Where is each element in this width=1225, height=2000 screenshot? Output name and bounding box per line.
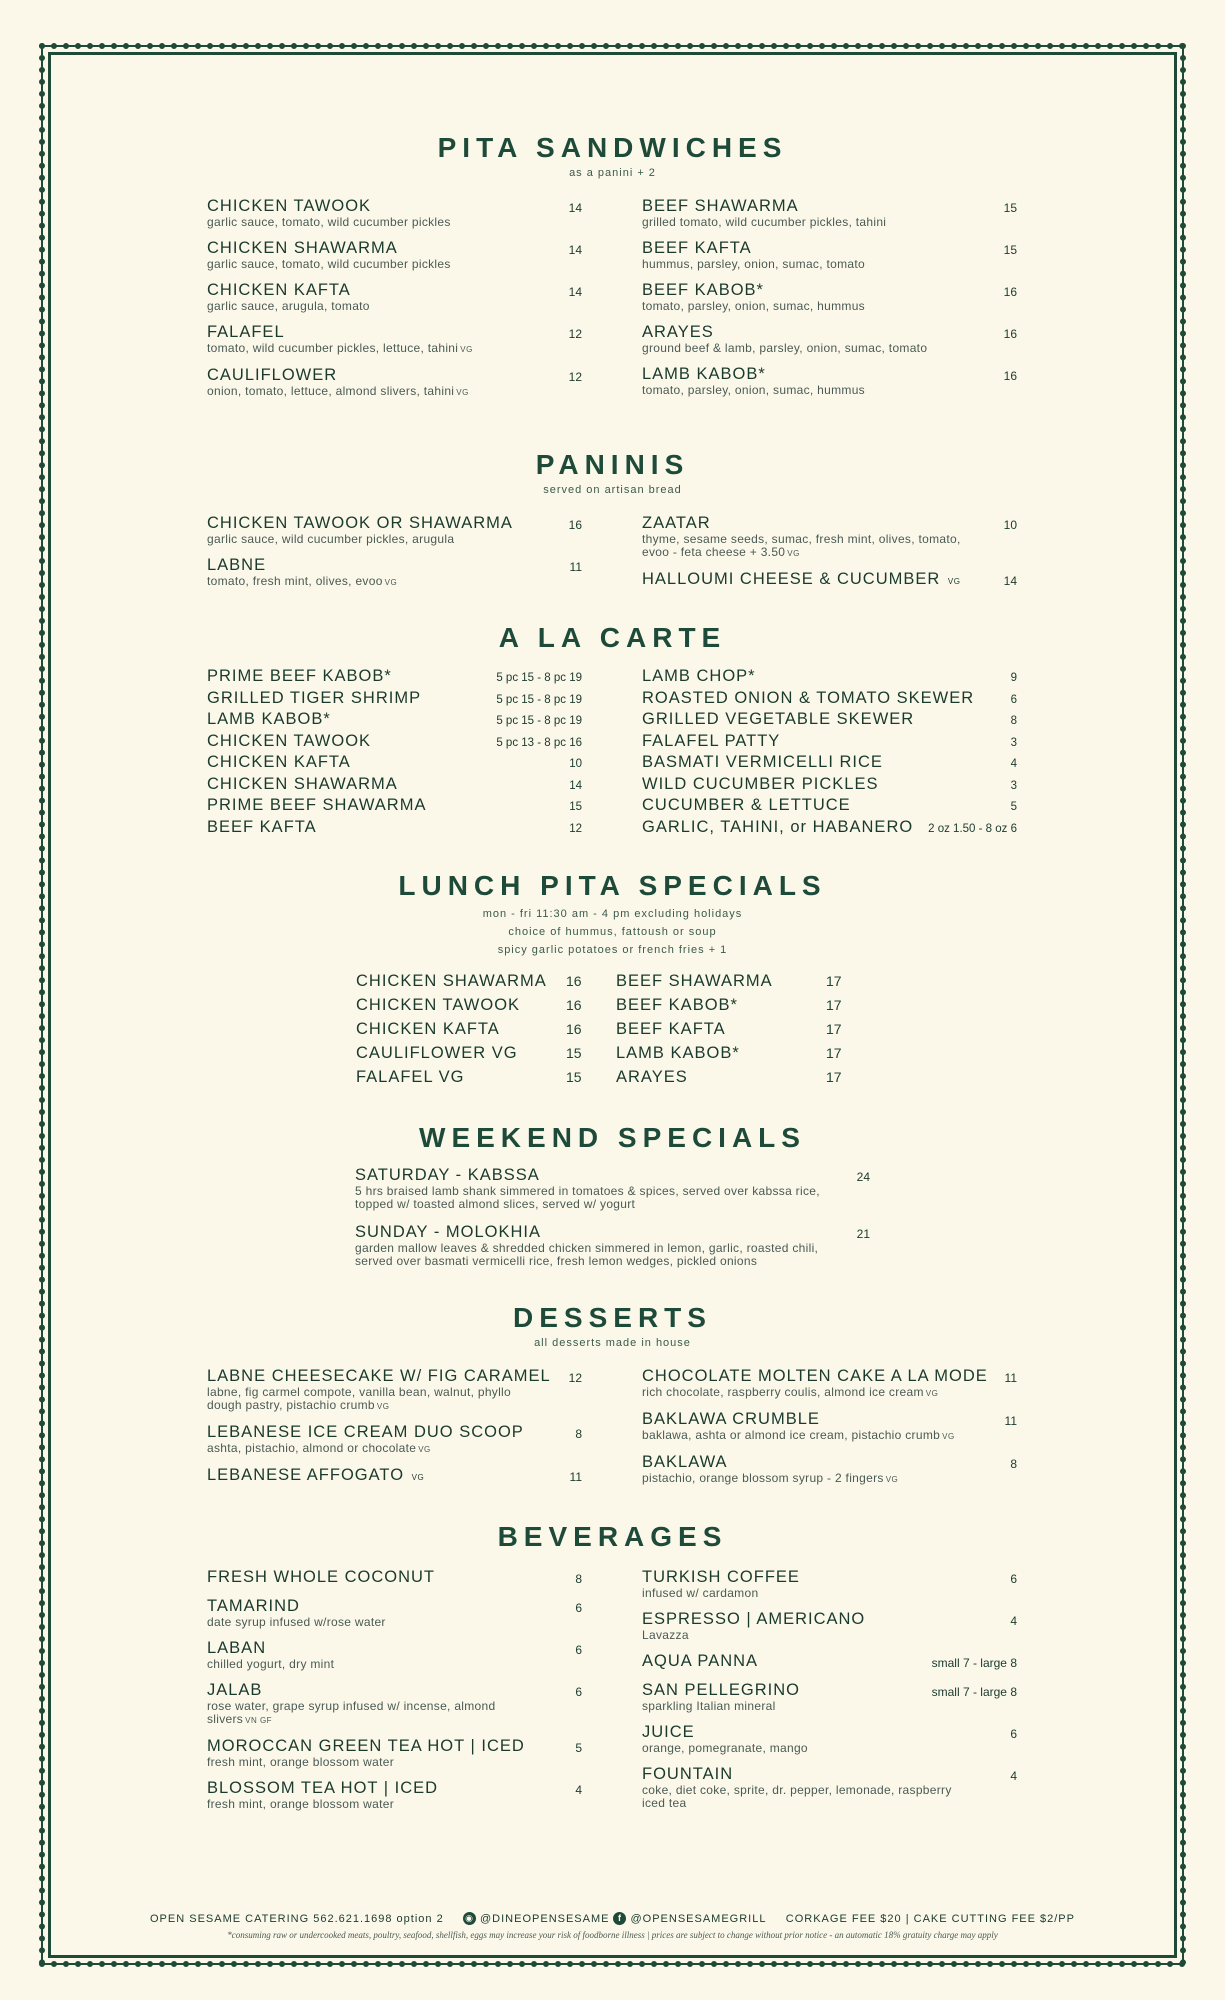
item-name: LAMB KABOB* (207, 710, 331, 728)
menu-item-laban (207, 1639, 582, 1671)
item-description-text: garden mallow leaves & shredded chicken simmered in lemon, garlic, roasted chili, served over basmati vermicelli rice, fresh lemon wedges, pickled onions (355, 1241, 819, 1268)
item-name: BEEF SHAWARMA (642, 197, 799, 215)
item-price: 8 (1010, 715, 1017, 727)
item-name: SAN PELLEGRINO (642, 1681, 800, 1699)
paninis-right-column (642, 514, 1017, 601)
item-name: TAMARIND (207, 1597, 300, 1615)
item-description-text: infused w/ cardamon (642, 1586, 759, 1600)
item-price: 9 (1010, 672, 1017, 684)
item-price: 8 (1010, 1457, 1017, 1471)
menu-item-beef-shawarma (642, 197, 1017, 229)
item-price: 6 (1010, 1727, 1017, 1741)
item-name: LEBANESE ICE CREAM DUO SCOOP (207, 1423, 524, 1441)
section-title-desserts: DESSERTS (513, 1302, 712, 1333)
item-description (207, 300, 582, 313)
diet-tag: VG (384, 578, 398, 587)
item-price: 16 (566, 1021, 582, 1037)
menu-item-saturday-kabssa (355, 1166, 870, 1211)
item-description (642, 1700, 1017, 1713)
item-name: CHICKEN KAFTA (207, 281, 351, 299)
pita-columns (207, 197, 1017, 409)
item-price: 17 (826, 1021, 842, 1037)
menu-item-cauliflower-vg (356, 1044, 616, 1068)
section-title-pita: PITA SANDWICHES (437, 132, 788, 163)
menu-item-falafel (207, 323, 582, 356)
menu-item-espresso-americano (642, 1610, 1017, 1642)
item-name: AQUA PANNA (642, 1652, 759, 1670)
item-name: CUCUMBER & LETTUCE (642, 796, 851, 814)
item-name: CHICKEN SHAWARMA (356, 972, 547, 990)
menu-item-sunday-molokhia (355, 1223, 870, 1268)
item-price: 6 (575, 1643, 582, 1657)
item-price: 5 pc 13 - 8 pc 16 (496, 736, 582, 749)
menu-item-beef-shawarma (616, 972, 876, 996)
facebook-icon: f (613, 1912, 626, 1925)
item-description-text: fresh mint, orange blossom water (207, 1797, 395, 1811)
item-price: 11 (569, 560, 582, 574)
menu-item-basmati-vermicelli-rice (642, 753, 1017, 775)
item-description (642, 258, 1017, 271)
menu-item-falafel-patty (642, 732, 1017, 754)
item-price: 15 (1003, 243, 1017, 257)
diet-tag: VG (411, 1473, 425, 1482)
menu-item-garlic-tahini-or-habanero (642, 818, 1017, 840)
item-name: BASMATI VERMICELLI RICE (642, 753, 883, 771)
menu-item-lebanese-ice-cream-duo-scoop (207, 1423, 582, 1456)
item-name: GARLIC, TAHINI, or HABANERO (642, 817, 914, 836)
item-description-text: Lavazza (642, 1628, 689, 1642)
item-price: small 7 - large 8 (931, 1656, 1017, 1670)
item-name: PRIME BEEF KABOB* (207, 667, 392, 685)
item-name: TURKISH COFFEE (642, 1568, 800, 1586)
menu-item-baklawa-crumble (642, 1410, 1017, 1443)
item-name: MOROCCAN GREEN TEA HOT | ICED (207, 1737, 525, 1755)
item-price: 14 (569, 779, 582, 792)
item-description-text: tomato, parsley, onion, sumac, hummus (642, 299, 865, 313)
menu-item-juice (642, 1723, 1017, 1755)
item-description (207, 1700, 582, 1727)
item-name: PRIME BEEF SHAWARMA (207, 796, 427, 814)
item-description-text: ashta, pistachio, almond or chocolate (207, 1441, 417, 1455)
item-price: 17 (826, 997, 842, 1013)
item-name: CHICKEN SHAWARMA (207, 774, 398, 793)
desserts-left-column (207, 1367, 582, 1497)
item-name: CHICKEN TAWOOK (207, 197, 372, 215)
item-price: 6 (575, 1685, 582, 1699)
item-description-text: chilled yogurt, dry mint (207, 1657, 335, 1671)
item-price: 16 (566, 973, 582, 989)
item-description-text: tomato, wild cucumber pickles, lettuce, tahini (207, 341, 459, 355)
diet-tag: VG (376, 1402, 390, 1411)
item-price: 17 (826, 973, 842, 989)
menu-item-roasted-onion-tomato-skewer (642, 689, 1017, 711)
item-price: 5 pc 15 - 8 pc 19 (496, 672, 582, 684)
item-name: CHICKEN KAFTA (207, 753, 351, 771)
section-subtitle-desserts: all desserts made in house (534, 1337, 691, 1349)
facebook-handle[interactable]: @OPENSESAMEGRILL (630, 1912, 767, 1925)
menu-item-prime-beef-shawarma (207, 796, 582, 818)
item-description-text: garlic sauce, tomato, wild cucumber pickles (207, 215, 451, 229)
item-description (355, 1242, 870, 1268)
lunch-subtitle-sides: choice of hummus, fattoush or soup (508, 926, 717, 938)
item-name: ZAATAR (642, 514, 711, 532)
item-price: 4 (575, 1783, 582, 1797)
menu-item-chicken-shawarma (356, 972, 616, 996)
alacarte-columns (207, 667, 1017, 839)
item-name: FOUNTAIN (642, 1765, 734, 1783)
item-name: LABNE CHEESECAKE W/ FIG CARAMEL (207, 1367, 551, 1385)
item-name: BEEF KABOB* (616, 996, 738, 1014)
item-description (642, 216, 1017, 229)
pita-left-column (207, 197, 582, 409)
item-description-text: sparkling Italian mineral (642, 1699, 776, 1713)
menu-item-chicken-kafta (207, 281, 582, 313)
item-price: 15 (1003, 201, 1017, 215)
item-description (207, 1386, 582, 1413)
menu-item-jalab (207, 1681, 582, 1727)
menu-item-lamb-kabob (207, 710, 582, 732)
item-description-text: ground beef & lamb, parsley, onion, sumac, tomato (642, 341, 928, 355)
item-price: 11 (1004, 1371, 1017, 1385)
menu-item-halloumi-cheese-cucumber (642, 570, 1017, 591)
item-name: ARAYES (642, 323, 714, 341)
menu-item-grilled-tiger-shrimp (207, 689, 582, 711)
diet-tag: VG (456, 388, 469, 397)
menu-item-aqua-panna (642, 1652, 1017, 1671)
menu-item-arayes (642, 323, 1017, 355)
item-price: 3 (1010, 736, 1017, 749)
lunch-columns (356, 972, 876, 1092)
alacarte-left-column (207, 667, 582, 839)
item-description (642, 533, 1017, 560)
menu-item-blossom-tea-hot-iced (207, 1779, 582, 1811)
menu-item-beef-kabob (642, 281, 1017, 313)
item-description-text: garlic sauce, wild cucumber pickles, arugula (207, 532, 455, 546)
item-description (642, 1629, 1017, 1642)
item-description (642, 1429, 1017, 1443)
menu-item-labne-cheesecake-w-fig-caramel (207, 1367, 582, 1413)
item-name: BEEF KABOB* (642, 281, 764, 299)
item-name: SUNDAY - MOLOKHIA (355, 1223, 542, 1241)
item-name: LEBANESE AFFOGATO VG (207, 1466, 425, 1484)
item-price: 21 (856, 1227, 870, 1241)
instagram-handle[interactable]: @DINEOPENSESAME (480, 1912, 610, 1925)
menu-item-beef-kafta (616, 1020, 876, 1044)
section-title-alacarte: A LA CARTE (498, 622, 727, 653)
item-name: FRESH WHOLE COCONUT (207, 1568, 436, 1586)
menu-item-cucumber-lettuce (642, 796, 1017, 818)
menu-item-lebanese-affogato (207, 1466, 582, 1487)
item-price: 4 (1010, 1769, 1017, 1783)
fees-info: CORKAGE FEE $20 | CAKE CUTTING FEE $2/PP (785, 1912, 1075, 1925)
menu-item-chicken-kafta (207, 753, 582, 775)
diet-tag: VG (925, 1389, 939, 1398)
item-name: LAMB KABOB* (642, 365, 766, 383)
item-price: 14 (1003, 574, 1017, 588)
menu-item-lamb-kabob (616, 1044, 876, 1068)
item-description-text: tomato, fresh mint, olives, evoo (207, 574, 383, 588)
item-description (642, 1472, 1017, 1486)
menu-item-chicken-tawook (356, 996, 616, 1020)
item-name: FALAFEL VG (356, 1068, 465, 1086)
menu-item-grilled-vegetable-skewer (642, 710, 1017, 732)
paninis-left-column (207, 514, 582, 601)
item-name: LAMB CHOP* (642, 667, 756, 685)
item-price: 3 (1010, 779, 1017, 792)
menu-item-zaatar (642, 514, 1017, 560)
item-name: CHICKEN SHAWARMA (207, 239, 398, 257)
lunch-subtitle-hours: mon - fri 11:30 am - 4 pm excluding holidays (482, 908, 743, 920)
item-price: 2 oz 1.50 - 8 oz 6 (928, 822, 1017, 835)
section-subtitle-paninis: served on artisan bread (543, 484, 682, 496)
item-name: CAULIFLOWER VG (356, 1044, 518, 1062)
menu-item-beef-kabob (616, 996, 876, 1020)
item-description (642, 1784, 1017, 1810)
item-description-text: garlic sauce, tomato, wild cucumber pickles (207, 257, 451, 271)
item-name: CHICKEN TAWOOK (207, 731, 372, 750)
item-name: LAMB KABOB* (616, 1044, 740, 1062)
item-price: 5 (575, 1741, 582, 1755)
item-description (207, 342, 582, 356)
item-description (207, 575, 582, 589)
diet-tag: VG (942, 1432, 955, 1441)
item-description (642, 342, 1017, 355)
lunch-left-column (356, 972, 616, 1092)
item-price: 14 (568, 243, 582, 257)
item-price: 15 (566, 1045, 582, 1061)
item-price: 14 (568, 201, 582, 215)
item-description (207, 1798, 582, 1811)
item-description-text: thyme, sesame seeds, sumac, fresh mint, olives, tomato, evoo - feta cheese + 3.50 (642, 532, 961, 559)
item-price: 11 (1004, 1414, 1017, 1428)
item-description-text: tomato, parsley, onion, sumac, hummus (642, 383, 865, 397)
menu-item-chicken-tawook (207, 732, 582, 754)
item-name: GRILLED VEGETABLE SKEWER (642, 710, 915, 728)
item-name: HALLOUMI CHEESE & CUCUMBER VG (642, 570, 961, 588)
item-description-text: garlic sauce, arugula, tomato (207, 299, 370, 313)
item-price: 12 (568, 327, 582, 341)
item-description-text: rose water, grape syrup infused w/ incense, almond slivers (207, 1699, 496, 1726)
item-description (207, 385, 582, 399)
catering-info: OPEN SESAME CATERING 562.621.1698 option 2 (150, 1912, 444, 1925)
item-name: ARAYES (616, 1068, 688, 1086)
item-price: 5 pc 15 - 8 pc 19 (496, 693, 582, 706)
item-description-text: fresh mint, orange blossom water (207, 1755, 395, 1769)
menu-item-beef-kafta (642, 239, 1017, 271)
desserts-right-column (642, 1367, 1017, 1497)
item-name: BEEF KAFTA (642, 239, 752, 257)
menu-item-prime-beef-kabob (207, 667, 582, 689)
item-description (355, 1185, 870, 1211)
item-description (207, 1756, 582, 1769)
menu-item-turkish-coffee (642, 1568, 1017, 1600)
item-name: GRILLED TIGER SHRIMP (207, 688, 422, 707)
item-name: BEEF KAFTA (207, 817, 317, 836)
item-description (207, 1616, 582, 1629)
alacarte-right-column (642, 667, 1017, 839)
item-price: small 7 - large 8 (931, 1685, 1017, 1699)
item-description (642, 1587, 1017, 1600)
section-title-paninis: PANINIS (535, 449, 690, 480)
menu-item-baklawa (642, 1453, 1017, 1486)
item-description (642, 1386, 1017, 1400)
diet-tag: VG (460, 345, 473, 354)
item-description-text: labne, fig carmel compote, vanilla bean, walnut, phyllo dough pastry, pistachio crumb (207, 1385, 511, 1412)
menu-item-moroccan-green-tea-hot-iced (207, 1737, 582, 1769)
item-description (207, 258, 582, 271)
item-name: JUICE (642, 1723, 695, 1741)
item-price: 11 (569, 1470, 582, 1484)
item-description-text: hummus, parsley, onion, sumac, tomato (642, 257, 865, 271)
item-description (207, 533, 582, 546)
item-price: 14 (568, 285, 582, 299)
item-price: 8 (575, 1572, 582, 1586)
item-price: 4 (1010, 758, 1017, 770)
item-price: 12 (569, 822, 582, 835)
diet-tag: VG (947, 577, 961, 586)
menu-item-chicken-shawarma (207, 239, 582, 271)
item-description-text: date syrup infused w/rose water (207, 1615, 386, 1629)
item-price: 16 (566, 997, 582, 1013)
menu-item-chicken-kafta (356, 1020, 616, 1044)
menu-item-falafel-vg (356, 1068, 616, 1092)
item-description (642, 384, 1017, 397)
item-name: CHICKEN TAWOOK OR SHAWARMA (207, 514, 513, 532)
section-title-weekend: WEEKEND SPECIALS (419, 1122, 806, 1153)
item-description-text: grilled tomato, wild cucumber pickles, tahini (642, 215, 887, 229)
item-name: SATURDAY - KABSSA (355, 1166, 540, 1184)
item-description-text: coke, diet coke, sprite, dr. pepper, lemonade, raspberry iced tea (642, 1783, 952, 1810)
item-price: 4 (1010, 1614, 1017, 1628)
section-subtitle-pita: as a panini + 2 (569, 167, 656, 179)
paninis-columns (207, 514, 1017, 601)
item-price: 15 (569, 801, 582, 813)
lunch-subtitle-upgrade: spicy garlic potatoes or french fries + 1 (497, 944, 728, 956)
diet-tag: VG (418, 1445, 431, 1454)
item-name: CHICKEN TAWOOK (356, 996, 521, 1014)
item-name: FALAFEL (207, 323, 285, 341)
beverages-right-column (642, 1568, 1017, 1821)
item-name: BAKLAWA (642, 1453, 728, 1471)
item-price: 16 (1003, 369, 1017, 383)
menu-item-fountain (642, 1765, 1017, 1810)
item-price: 16 (1003, 285, 1017, 299)
item-price: 12 (568, 370, 582, 384)
footer (150, 1912, 1075, 1925)
menu-item-chicken-tawook-or-shawarma (207, 514, 582, 546)
item-price: 10 (569, 758, 582, 770)
disclaimer: *consuming raw or undercooked meats, poultry, seafood, shellfish, eggs may increase your risk of foodborne illness | prices are subject to change without prior notice - an automatic 18% gratuity charge may apply (227, 1930, 998, 1940)
item-name: ROASTED ONION & TOMATO SKEWER (642, 688, 975, 707)
item-description-text: 5 hrs braised lamb shank simmered in tomatoes & spices, served over kabssa rice, topped w/ toasted almond slices, served w/ yogurt (355, 1184, 820, 1211)
item-price: 10 (1003, 518, 1017, 532)
item-name: BEEF KAFTA (616, 1020, 726, 1038)
item-price: 6 (1010, 693, 1017, 706)
instagram-icon: ◉ (463, 1912, 476, 1925)
item-name: LABAN (207, 1639, 267, 1657)
item-price: 6 (1010, 1572, 1017, 1586)
item-price: 24 (856, 1170, 870, 1184)
item-description-text: pistachio, orange blossom syrup - 2 fingers (642, 1471, 884, 1485)
item-description (207, 216, 582, 229)
menu-item-labne (207, 556, 582, 589)
item-description (207, 1442, 582, 1456)
item-name: BAKLAWA CRUMBLE (642, 1410, 820, 1428)
item-price: 17 (826, 1045, 842, 1061)
social-links (463, 1912, 766, 1925)
item-name: CAULIFLOWER (207, 366, 338, 384)
item-name: BEEF SHAWARMA (616, 972, 773, 990)
menu-item-tamarind (207, 1597, 582, 1629)
item-price: 6 (575, 1601, 582, 1615)
diet-tag: VG (787, 549, 800, 558)
section-title-beverages: BEVERAGES (497, 1521, 728, 1552)
item-description (642, 300, 1017, 313)
item-price: 16 (1003, 327, 1017, 341)
item-name: BLOSSOM TEA HOT | ICED (207, 1779, 439, 1797)
item-description-text: orange, pomegranate, mango (642, 1741, 808, 1755)
diet-tag: VG (885, 1475, 899, 1484)
menu-item-beef-kafta (207, 818, 582, 840)
item-price: 8 (575, 1427, 582, 1441)
beverages-left-column (207, 1568, 582, 1821)
item-price: 15 (566, 1069, 582, 1085)
menu-item-lamb-chop (642, 667, 1017, 689)
item-name: CHOCOLATE MOLTEN CAKE A LA MODE (642, 1367, 988, 1385)
menu-item-san-pellegrino (642, 1681, 1017, 1713)
pita-right-column (642, 197, 1017, 409)
item-description-text: baklawa, ashta or almond ice cream, pistachio crumb (642, 1428, 941, 1442)
weekend-items (355, 1166, 870, 1280)
menu-item-chocolate-molten-cake-a-la-mode (642, 1367, 1017, 1400)
item-name: ESPRESSO | AMERICANO (642, 1610, 866, 1628)
item-description (642, 1742, 1017, 1755)
menu-item-chicken-shawarma (207, 775, 582, 797)
menu-item-arayes (616, 1068, 876, 1092)
menu-item-wild-cucumber-pickles (642, 775, 1017, 797)
item-name: FALAFEL PATTY (642, 731, 781, 750)
menu-item-chicken-tawook (207, 197, 582, 229)
item-name: JALAB (207, 1681, 263, 1699)
item-description (207, 1658, 582, 1671)
menu-item-fresh-whole-coconut (207, 1568, 582, 1587)
lunch-right-column (616, 972, 876, 1092)
menu-item-lamb-kabob (642, 365, 1017, 397)
item-description-text: onion, tomato, lettuce, almond slivers, tahini (207, 384, 455, 398)
diet-tag: VN GF (245, 1716, 273, 1725)
item-name: CHICKEN KAFTA (356, 1020, 500, 1038)
menu-item-cauliflower (207, 366, 582, 399)
item-price: 16 (568, 518, 582, 532)
item-name: LABNE (207, 556, 267, 574)
item-name: WILD CUCUMBER PICKLES (642, 774, 879, 793)
desserts-columns (207, 1367, 1017, 1497)
item-price: 5 (1010, 801, 1017, 813)
item-price: 12 (568, 1371, 582, 1385)
item-price: 5 pc 15 - 8 pc 19 (496, 715, 582, 727)
beverages-columns (207, 1568, 1017, 1821)
section-title-lunch: LUNCH PITA SPECIALS (398, 870, 827, 901)
item-price: 17 (826, 1069, 842, 1085)
item-description-text: rich chocolate, raspberry coulis, almond ice cream (642, 1385, 924, 1399)
